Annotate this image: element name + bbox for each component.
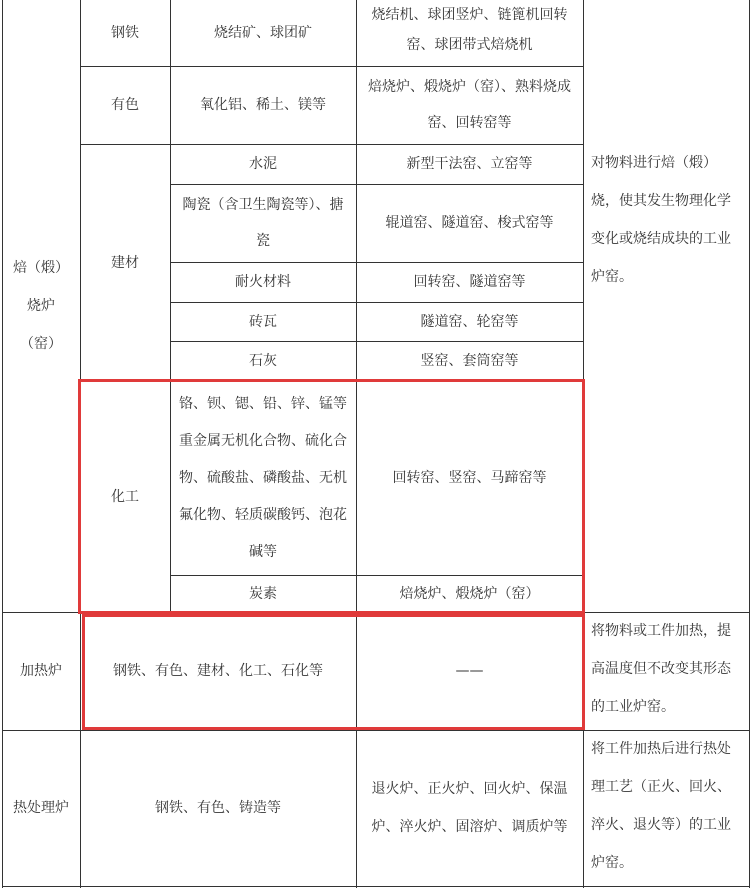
category-roasting-furnace: 焙（煅） 烧炉 （窑） (13, 260, 69, 352)
types-heat-treatment-furnace: 退火炉、正火炉、回火炉、保温 炉、淬火炉、固溶炉、调质炉等 (371, 781, 568, 835)
definition-roasting-furnace: 对物料进行焙（煅） 烧，使其发生物理化学 变化或烧结成块的工业 炉窑。 (591, 155, 731, 285)
definition-heating-furnace: 将物料或工件加热，提 高温度但不改变其形态 的工业炉窑。 (591, 623, 731, 715)
types-nonferrous: 焙烧炉、煅烧炉（窑）、熟料烧成 窑、回转窑等 (368, 79, 571, 131)
material-steel: 烧结矿、球团矿 (214, 25, 312, 41)
material-brick-tile: 砖瓦 (249, 313, 277, 330)
types-carbon: 焙烧炉、煅烧炉（窑） (399, 585, 540, 602)
material-heavy-metal-compounds: 铬、钡、锶、铅、锌、锰等 重金属无机化合物、硫化合 物、硫酸盐、磷酸盐、无机 氟化物、轻质碳酸钙、泡花 碱等 (179, 395, 347, 560)
category-heat-treatment-furnace: 热处理炉 (13, 800, 69, 816)
industry-steel: 钢铁 (111, 25, 139, 41)
material-cement: 水泥 (249, 156, 277, 172)
industries-heat-treatment-furnace: 钢铁、有色、铸造等 (155, 800, 281, 816)
definition-heat-treatment-furnace: 将工件加热后进行热处 理工艺（正火、回火、 淬火、退火等）的工业 炉窑。 (591, 741, 731, 871)
types-ceramics: 辊道窑、隧道窑、梭式窑等 (385, 215, 554, 231)
grid-line (2, 886, 749, 887)
material-carbon: 炭素 (249, 585, 277, 602)
grid-line (749, 0, 750, 888)
industry-nonferrous: 有色 (111, 97, 139, 113)
types-lime: 竖窑、套筒窑等 (420, 353, 519, 369)
industry-chemical: 化工 (111, 488, 139, 505)
types-chemical: 回转窑、竖窑、马蹄窑等 (392, 470, 547, 486)
types-steel: 烧结机、球团竖炉、链篦机回转 窑、球团带式焙烧机 (371, 7, 568, 53)
category-heating-furnace: 加热炉 (20, 663, 62, 679)
material-nonferrous: 氧化铝、稀土、镁等 (200, 97, 326, 113)
industry-building-materials: 建材 (111, 254, 139, 271)
types-brick-tile: 隧道窑、轮窑等 (420, 313, 519, 330)
material-ceramics: 陶瓷（含卫生陶瓷等）、搪 瓷 (182, 197, 344, 249)
types-heating-furnace: —— (455, 663, 484, 679)
types-cement: 新型干法窑、立窑等 (406, 156, 533, 172)
industries-heating-furnace: 钢铁、有色、建材、化工、石化等 (113, 663, 323, 679)
types-refractory: 回转窑、隧道窑等 (413, 274, 526, 290)
material-refractory: 耐火材料 (235, 274, 291, 290)
material-lime: 石灰 (249, 353, 277, 369)
